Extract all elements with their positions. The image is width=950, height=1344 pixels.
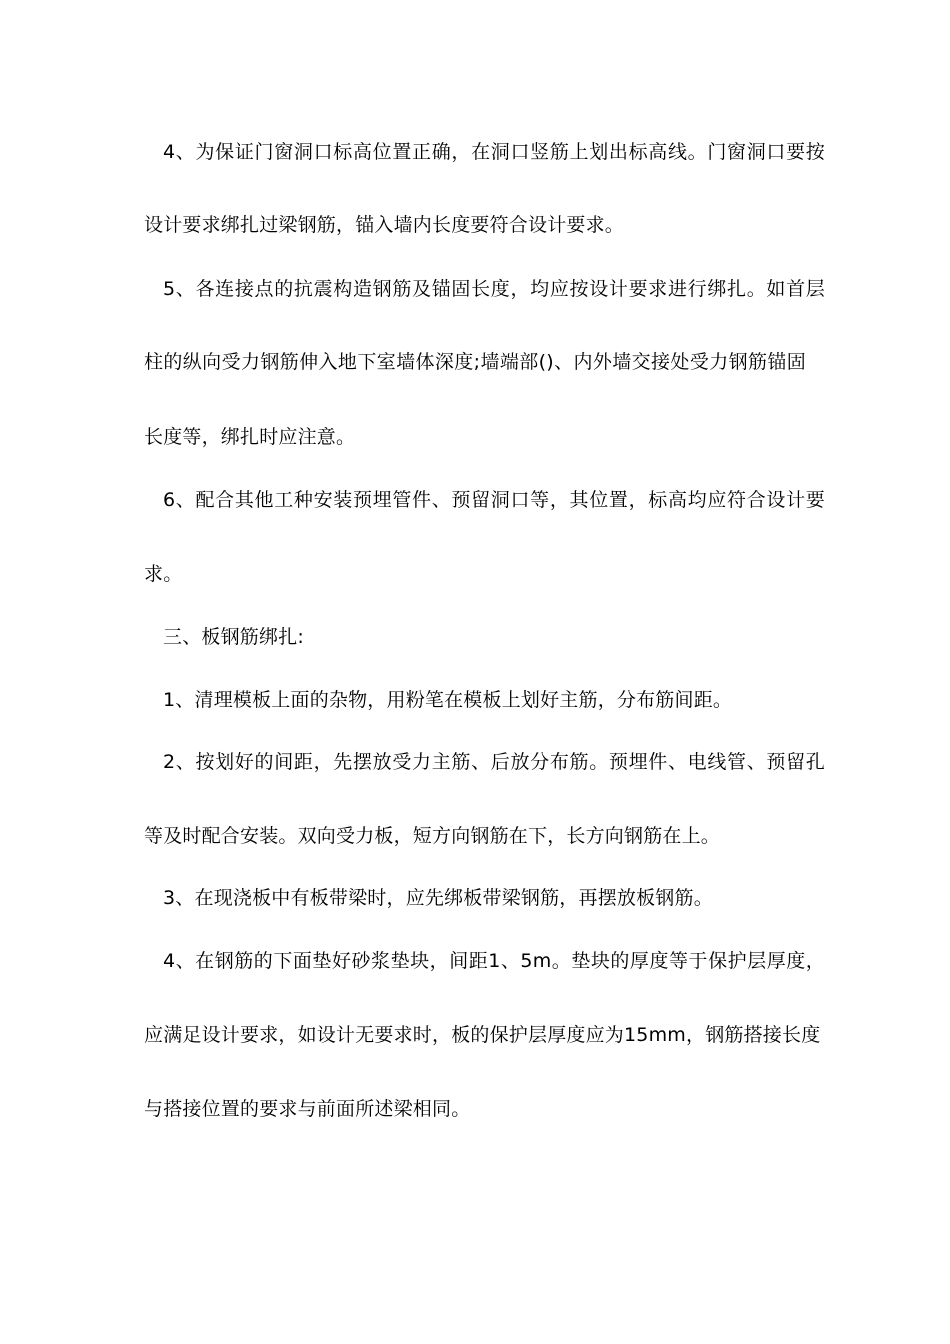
item-3-line-1: 3、在现浇板中有板带梁时，应先绑板带梁钢筋，再摆放板钢筋。 [163, 887, 713, 909]
paragraph-5-line-1: 5、各连接点的抗震构造钢筋及锚固长度，均应按设计要求进行绑扎。如首层 [163, 278, 825, 300]
item-4-line-1: 4、在钢筋的下面垫好砂浆垫块，间距1、5m。垫块的厚度等于保护层厚度， [163, 950, 825, 972]
item-4-line-2: 应满足设计要求，如设计无要求时，板的保护层厚度应为15mm，钢筋搭接长度 [144, 1024, 821, 1046]
paragraph-6-line-1: 6、配合其他工种安装预埋管件、预留洞口等，其位置，标高均应符合设计要 [163, 489, 825, 511]
paragraph-4-line-2: 设计要求绑扎过梁钢筋，锚入墙内长度要符合设计要求。 [144, 214, 625, 236]
paragraph-5-line-2: 柱的纵向受力钢筋伸入地下室墙体深度;墙端部()、内外墙交接处受力钢筋锚固 [144, 351, 806, 373]
item-1-line-1: 1、清理模板上面的杂物，用粉笔在模板上划好主筋，分布筋间距。 [163, 689, 733, 711]
paragraph-5-line-3: 长度等，绑扎时应注意。 [144, 426, 356, 448]
item-2-line-1: 2、按划好的间距，先摆放受力主筋、后放分布筋。预埋件、电线管、预留孔 [163, 751, 825, 773]
item-4-line-3: 与搭接位置的要求与前面所述梁相同。 [144, 1098, 471, 1120]
item-2-line-2: 等及时配合安装。双向受力板，短方向钢筋在下，长方向钢筋在上。 [144, 825, 721, 847]
section-heading: 三、板钢筋绑扎: [163, 626, 305, 648]
paragraph-6-line-2: 求。 [144, 563, 183, 585]
paragraph-4-line-1: 4、为保证门窗洞口标高位置正确，在洞口竖筋上划出标高线。门窗洞口要按 [163, 141, 825, 163]
